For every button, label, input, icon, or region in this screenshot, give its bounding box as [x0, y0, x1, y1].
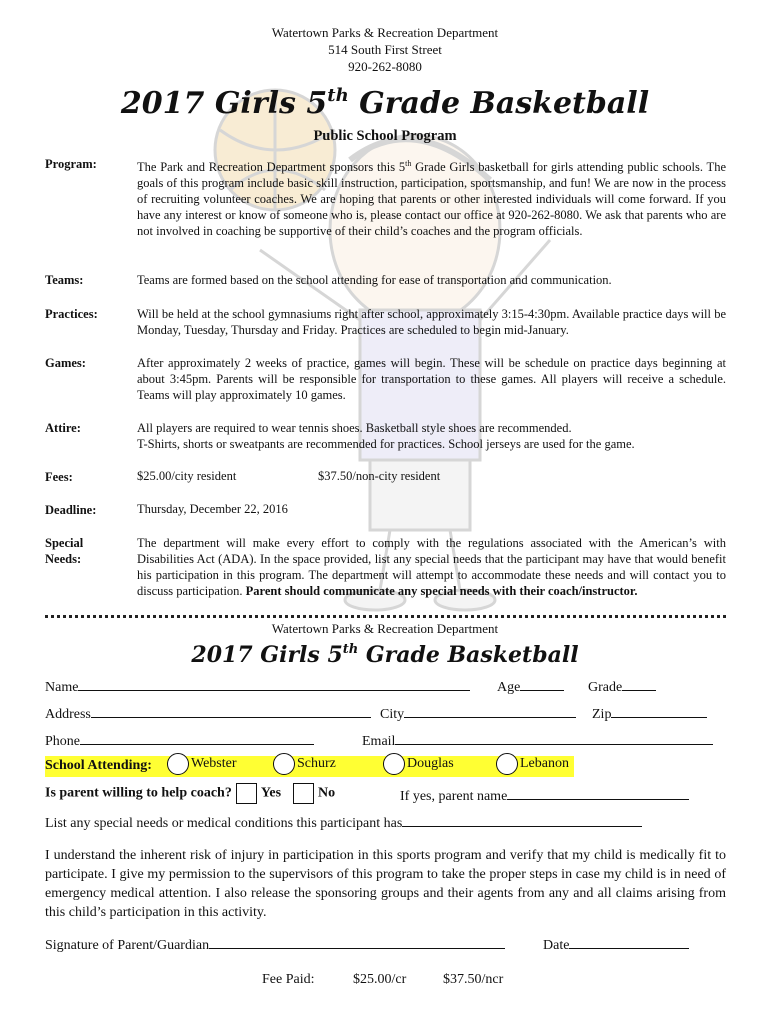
parent-name-label: If yes, parent name	[400, 789, 508, 804]
games-label: Games:	[45, 356, 86, 370]
name-input-line[interactable]	[78, 678, 470, 691]
title-rest: Grade Basketball	[348, 86, 650, 121]
douglas-label: Douglas	[407, 756, 454, 772]
fee-noncity: $37.50/non-city resident	[318, 469, 441, 483]
special-needs-label	[45, 535, 83, 567]
phone-number: 920-262-8080	[348, 59, 422, 74]
teams-text: Teams are formed based on the school attending for ease of transportation and communication.	[137, 273, 612, 287]
street-address: 514 South First Street	[328, 42, 442, 57]
special-bold: Parent should communicate any special needs with their coach/instructor.	[245, 584, 638, 598]
city-input-line[interactable]	[404, 705, 576, 718]
attire-line-2: T-Shirts, shorts or sweatpants are recommended for practices. School jerseys are used for the game.	[137, 437, 635, 451]
fees-label: Fees:	[45, 470, 73, 484]
waiver-text: I understand the inherent risk of injury in participation in this sports program and verify that my child is medically fit to participate. I give my permission to the supervisors of this program to take the proper steps in case my child is in need of emergency medical attention. I also release the sponsoring groups and their agents from any and all claims arising from this child’s participation in this activity.	[45, 848, 726, 920]
date-field[interactable]	[543, 936, 689, 955]
special-needs-input-line[interactable]	[402, 814, 642, 827]
school-option-webster[interactable]	[167, 753, 237, 775]
special-needs-text	[137, 535, 726, 599]
signature-label: Signature of Parent/Guardian	[45, 938, 210, 953]
no-label: No	[318, 785, 336, 801]
city-field[interactable]	[380, 705, 576, 724]
form-title	[0, 640, 770, 674]
age-label: Age	[497, 680, 521, 695]
webster-radio-icon[interactable]	[167, 753, 189, 775]
address-field[interactable]	[45, 705, 371, 724]
help-coach-row	[45, 783, 335, 804]
signature-input-line[interactable]	[209, 936, 505, 949]
fee-city: $25.00/city resident	[137, 469, 237, 483]
fee-paid-label: Fee Paid:	[262, 972, 315, 987]
zip-label: Zip	[592, 707, 612, 722]
webster-label: Webster	[191, 756, 237, 772]
douglas-radio-icon[interactable]	[383, 753, 405, 775]
school-option-douglas[interactable]	[383, 753, 454, 775]
no-checkbox-icon[interactable]	[293, 783, 314, 804]
cut-line	[45, 615, 726, 618]
school-option-lebanon[interactable]	[496, 753, 569, 775]
phone-label: Phone	[45, 734, 80, 749]
form-title-main: 2017 Girls 5	[191, 642, 343, 668]
page-title	[0, 84, 770, 128]
grade-field[interactable]	[588, 678, 656, 697]
address-label: Address	[45, 707, 91, 722]
date-label: Date	[543, 938, 570, 953]
email-input-line[interactable]	[395, 732, 713, 745]
practices-label: Practices:	[45, 307, 98, 321]
special-needs-form-label: List any special needs or medical conditions this participant has	[45, 816, 403, 831]
parent-name-input-line[interactable]	[507, 787, 689, 800]
school-option-schurz[interactable]	[273, 753, 336, 775]
name-field[interactable]	[45, 678, 470, 697]
zip-input-line[interactable]	[611, 705, 707, 718]
practices-text: Will be held at the school gymnasiums right after school, approximately 3:15-4:30pm. Available practice days will be Monday, Tuesday, Thursday and Friday. Practices are scheduled to begin mid-January.	[137, 307, 726, 337]
form-title-superscript: th	[342, 642, 359, 657]
deadline-text: Thursday, December 22, 2016	[137, 502, 288, 516]
zip-field[interactable]	[592, 705, 707, 724]
special-label-2: Needs:	[45, 552, 82, 566]
phone-field[interactable]	[45, 732, 314, 751]
special-text: The department will make every effort to comply with the regulations associated with the American’s with Disabilities Act (ADA). In the space provided, list any special needs that the participant may have that would benefit his participation in this program. The department will attempt to accommodate these needs and will contact you to discuss participation.	[137, 536, 726, 598]
age-input-line[interactable]	[520, 678, 564, 691]
date-input-line[interactable]	[569, 936, 689, 949]
help-coach-question: Is parent willing to help coach?	[45, 785, 232, 801]
program-text	[137, 156, 726, 239]
form-title-rest: Grade Basketball	[358, 642, 579, 668]
teams-label: Teams:	[45, 273, 84, 287]
deadline-label: Deadline:	[45, 503, 97, 517]
email-field[interactable]	[362, 732, 713, 751]
parent-name-field[interactable]	[400, 787, 689, 806]
program-label: Program:	[45, 157, 97, 171]
attire-label: Attire:	[45, 421, 81, 435]
page-subtitle: Public School Program	[313, 128, 457, 144]
grade-label: Grade	[588, 680, 623, 695]
city-label: City	[380, 707, 405, 722]
special-needs-field[interactable]	[45, 814, 642, 833]
schurz-label: Schurz	[297, 756, 336, 772]
dept-name: Watertown Parks & Recreation Department	[271, 25, 499, 40]
form-dept-name: Watertown Parks & Recreation Department	[271, 621, 499, 636]
signature-field[interactable]	[45, 936, 505, 955]
attire-line-1: All players are required to wear tennis shoes. Basketball style shoes are recommended.	[137, 421, 572, 435]
lebanon-radio-icon[interactable]	[496, 753, 518, 775]
program-text-b: Grade Girls basketball for girls attending public schools. The goals of this program include basic skill instruction, participation, sportsmanship, and fun! We are now in the process of recruiting volunteer coaches. We are hoping that parents or other interested individuals will come forward. If you have any interest or know of someone who is, please contact our office at 920-262-8080. We ask that parents who are not involved in coaching be supportive of their child’s coaches and the program officials.	[137, 160, 726, 239]
yes-checkbox-icon[interactable]	[236, 783, 257, 804]
phone-input-line[interactable]	[80, 732, 314, 745]
basketball-girl-illustration	[200, 70, 580, 615]
school-attending-label: School Attending:	[45, 758, 152, 773]
lebanon-label: Lebanon	[520, 756, 569, 772]
fee-paid-city: $25.00/cr	[353, 972, 407, 987]
attire-text	[137, 420, 726, 452]
address-input-line[interactable]	[91, 705, 371, 718]
special-label-1: Special	[45, 536, 84, 550]
email-label: Email	[362, 734, 396, 749]
fee-paid-noncity: $37.50/ncr	[443, 972, 504, 987]
header-address-block	[0, 24, 770, 75]
schurz-radio-icon[interactable]	[273, 753, 295, 775]
games-text: After approximately 2 weeks of practice, games will begin. These will be schedule on practice days beginning at about 3:45pm. Parents will be responsible for transportation to these games. All players will receive a schedule. Teams will play approximately 10 games.	[137, 356, 726, 402]
yes-label: Yes	[260, 785, 282, 801]
name-label: Name	[45, 680, 79, 695]
title-main: 2017 Girls 5	[120, 86, 328, 121]
program-text-a: The Park and Recreation Department sponsors this 5	[137, 160, 406, 175]
grade-input-line[interactable]	[622, 678, 656, 691]
age-field[interactable]	[497, 678, 564, 697]
program-sup: th	[405, 159, 412, 168]
title-superscript: th	[327, 85, 349, 106]
